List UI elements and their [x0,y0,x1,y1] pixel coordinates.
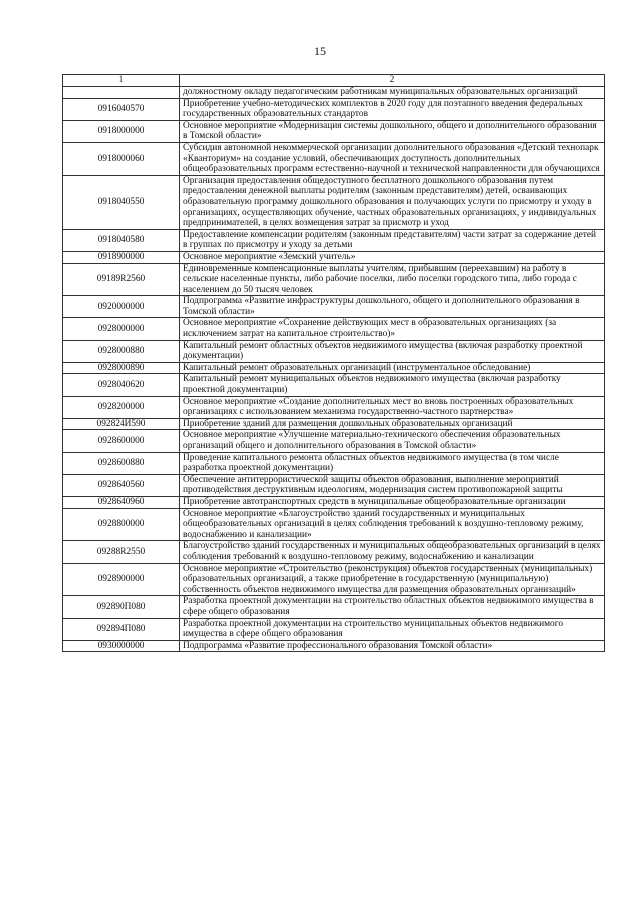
row-text: Разработка проектной документации на строительство муниципальных объектов недвижимого имущества в сфере общего образования [180,618,605,640]
table-header-row [63,75,605,87]
row-code: 092894П080 [63,618,180,640]
row-text: Основное мероприятие «Земский учитель» [180,251,605,263]
row-text: Капитальный ремонт областных объектов недвижимого имущества (включая разработку проектной документации) [180,340,605,362]
row-text: Основное мероприятие «Модернизация системы дошкольного, общего и дополнительного образования в Томской области» [180,120,605,142]
row-code: 0928200000 [63,396,180,418]
table-row [63,430,605,452]
row-text: Разработка проектной документации на строительство областных объектов недвижимого имущества в сфере общего образования [180,596,605,618]
row-text: Подпрограмма «Развитие профессионального образования Томской области» [180,640,605,652]
table-row [63,640,605,652]
table-row [63,263,605,296]
table-row [63,296,605,318]
row-code: 09189R2560 [63,263,180,296]
row-code: 092890П080 [63,596,180,618]
row-text: Основное мероприятие «Улучшение материально-технического обеспечения образовательных организаций общего и дополнительного образования в Томской области» [180,430,605,452]
row-text: Приобретение учебно-методических комплектов в 2020 году для поэтапного введения федеральных государственных образовательных стандартов [180,98,605,120]
table-row [63,596,605,618]
row-text: Капитальный ремонт образовательных организаций (инструментальное обследование) [180,362,605,374]
table-row [63,87,605,99]
row-code: 0928600000 [63,430,180,452]
row-text: Основное мероприятие «Создание дополнительных мест во вновь построенных образовательных организациях с использованием механизма государственно-частного партнерства» [180,396,605,418]
row-text: Благоустройство зданий государственных и муниципальных общеобразовательных организаций в целях соблюдения требований к воздушно-тепловому режиму, водоснабжению и канализации [180,541,605,563]
row-code: 0928040620 [63,374,180,396]
table-row [63,452,605,474]
table-row [63,474,605,496]
table-row [63,618,605,640]
page-number: 15 [314,44,326,58]
row-text: Подпрограмма «Развитие инфраструктуры дошкольного, общего и дополнительного образования в Томской области» [180,296,605,318]
row-text: Основное мероприятие «Благоустройство зданий государственных и муниципальных общеобразовательных организаций в целях соблюдения требований к воздушно-тепловому режиму, водоснабжению и канализации» [180,508,605,541]
row-text: Обеспечение антитеррористической защиты объектов образования, выполнение мероприятий противодействия деструктивным идеологиям, модернизация систем противопожарной защиты [180,474,605,496]
row-code: 0928800000 [63,508,180,541]
row-text: Проведение капитального ремонта областных объектов недвижимого имущества (в том числе разработка проектной документации) [180,452,605,474]
table-row [63,98,605,120]
row-code: 0930000000 [63,640,180,652]
row-code: 0928600880 [63,452,180,474]
row-code: 0918000000 [63,120,180,142]
row-text: Основное мероприятие «Сохранение действующих мест в образовательных организациях (за исключением затрат на капитальное строительство)» [180,318,605,340]
row-code: 0916040570 [63,98,180,120]
budget-classification-table [62,74,605,652]
row-text: Приобретение автотранспортных средств в муниципальные общеобразовательные организации [180,496,605,508]
row-code [63,87,180,99]
column-header-1: 1 [63,75,180,87]
table-row [63,508,605,541]
row-code: 0928900000 [63,563,180,596]
row-code: 0918040580 [63,229,180,251]
row-code: 0918000060 [63,142,180,175]
row-code: 0918900000 [63,251,180,263]
row-text: должностному окладу педагогическим работникам муниципальных образовательных организаций [180,87,605,99]
row-code: 09288R2550 [63,541,180,563]
row-code: 092824И590 [63,418,180,430]
row-text: Единовременные компенсационные выплаты учителям, прибывшим (переехавшим) на работу в сельские населенные пункты, либо рабочие поселки, либо поселки городского типа, либо города с населением до 50 тысяч человек [180,263,605,296]
row-text: Организация предоставления общедоступного бесплатного дошкольного образования путем предоставления денежной выплаты родителям (законным представителям) детей, осваивающих образовательную программу дошкольного образования и получающих услуги по присмотру и уходу в организациях, осуществляющих обучение, частных образовательных организациях, у индивидуальных предпринимателей, в целях возмещения затрат за присмотр и уход [180,175,605,229]
column-header-2: 2 [180,75,605,87]
table-row [63,340,605,362]
table-row [63,120,605,142]
row-text: Субсидия автономной некоммерческой организации дополнительного образования «Детский технопарк «Кванториум» на создание условий, обеспечивающих доступность дополнительных общеобразовательных программ естественно-научной и технической направленности для обучающихся [180,142,605,175]
table-row [63,251,605,263]
row-code: 0928640960 [63,496,180,508]
table-row [63,541,605,563]
table-row [63,229,605,251]
table-row [63,496,605,508]
row-text: Капитальный ремонт муниципальных объектов недвижимого имущества (включая разработку проектной документации) [180,374,605,396]
row-code: 0928000000 [63,318,180,340]
table-row [63,374,605,396]
row-code: 0928640560 [63,474,180,496]
table-row [63,563,605,596]
row-code: 0928000890 [63,362,180,374]
row-text: Предоставление компенсации родителям (законным представителям) части затрат за содержание детей в группах по присмотру и уходу за детьми [180,229,605,251]
table-row [63,142,605,175]
table-row [63,318,605,340]
row-code: 0928000880 [63,340,180,362]
row-code: 0918040550 [63,175,180,229]
table-row [63,175,605,229]
row-text: Приобретение зданий для размещения дошкольных образовательных организаций [180,418,605,430]
table-row [63,418,605,430]
table-row [63,396,605,418]
table-row [63,362,605,374]
row-text: Основное мероприятие «Строительство (реконструкция) объектов государственных (муниципальных) образовательных организаций, а также приобретение в государственную (муниципальную) собственность объектов недвижимого имущества для размещения образовательных организаций» [180,563,605,596]
row-code: 0920000000 [63,296,180,318]
